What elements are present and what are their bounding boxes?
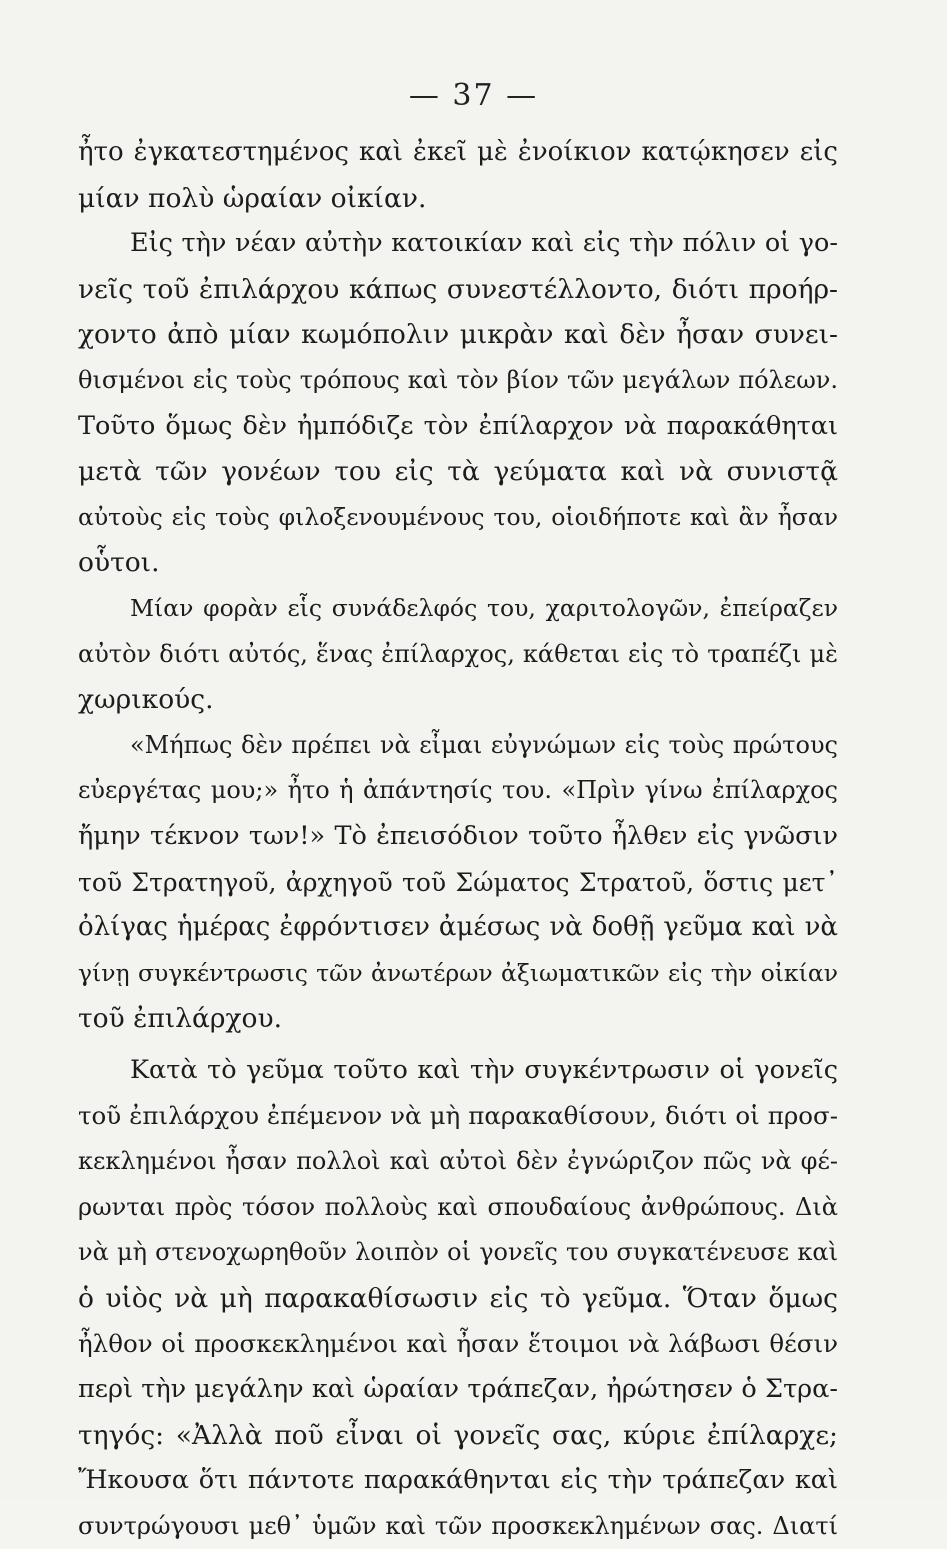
page-number: — 37 — — [408, 78, 539, 113]
text-line: Μίαν φορὰν εἷς συνάδελφός του, χαριτολογῶν, ἐπείραζεν — [130, 593, 838, 622]
text-line: Κατὰ τὸ γεῦμα τοῦτο καὶ τὴν συγκέντρωσιν οἱ γονεῖς — [130, 1054, 838, 1085]
text-line: αὐτὸν διότι αὐτός, ἕνας ἐπίλαρχος, κάθεται εἰς τὸ τραπέζι μὲ — [78, 639, 838, 668]
text-line: μίαν πολὺ ὡραίαν οἰκίαν. — [78, 182, 427, 214]
text-line: ρωνται πρὸς τόσον πολλοὺς καὶ σπουδαίους ἀνθρώπους. Διὰ — [78, 1192, 838, 1221]
text-line: εὐεργέτας μου;» ἦτο ἡ ἀπάντησίς του. «Πρὶν γίνω ἐπίλαρχος — [78, 776, 838, 805]
text-line: ἦτο ἐγκατεστημένος καὶ ἐκεῖ μὲ ἐνοίκιον κατῴκησεν εἰς — [78, 137, 838, 167]
text-line: γίνῃ συγκέντρωσις τῶν ἀνωτέρων ἀξιωματικῶν εἰς τὴν οἰκίαν — [78, 958, 838, 987]
text-line: Εἰς τὴν νέαν αὐτὴν κατοικίαν καὶ εἰς τὴν πόλιν οἱ γο- — [130, 228, 838, 259]
text-line: οὗτοι. — [78, 547, 160, 579]
text-line: Ἤκουσα ὅτι πάντοτε παρακάθηνται εἰς τὴν τράπεζαν καὶ — [78, 1465, 838, 1496]
text-line: «Μήπως δὲν πρέπει νὰ εἶμαι εὐγνώμων εἰς τοὺς πρώτους — [130, 730, 838, 759]
text-line: χοντο ἀπὸ μίαν κωμόπολιν μικρὰν καὶ δὲν ἦσαν συνει- — [78, 319, 838, 351]
text-line: τοῦ Στρατηγοῦ, ἀρχηγοῦ τοῦ Σώματος Στρατοῦ, ὅστις μετ᾽ — [78, 867, 838, 897]
text-line: μετὰ τῶν γονέων του εἰς τὰ γεύματα καὶ νὰ συνιστᾷ — [78, 456, 838, 488]
text-line: ὁ υἱὸς νὰ μὴ παρακαθίσωσιν εἰς τὸ γεῦμα. Ὅταν ὅμως — [78, 1282, 838, 1314]
text-line: αὐτοὺς εἰς τοὺς φιλοξενουμένους του, οἱοιδήποτε καὶ ἂν ἦσαν — [78, 502, 838, 531]
text-line: τοῦ ἐπιλάρχου. — [78, 1003, 282, 1035]
text-line: νὰ μὴ στενοχωρηθοῦν λοιπὸν οἱ γονεῖς του συγκατένευσε καὶ — [78, 1238, 838, 1267]
body-text — [78, 130, 838, 1549]
text-line: συντρώγουσι μεθ᾽ ὑμῶν καὶ τῶν προσκεκλημένων σας. Διατί — [78, 1511, 838, 1540]
text-line: Τοῦτο ὅμως δὲν ἠμπόδιζε τὸν ἐπίλαρχον νὰ παρακάθηται — [78, 410, 838, 441]
text-line: νεῖς τοῦ ἐπιλάρχου κάπως συνεστέλλοντο, διότι προήρ- — [78, 273, 838, 305]
text-line: χωρικούς. — [78, 684, 214, 716]
text-line: θισμένοι εἰς τοὺς τρόπους καὶ τὸν βίον τῶν μεγάλων πόλεων. — [78, 365, 838, 394]
text-line: ὀλίγας ἡμέρας ἐφρόντισεν ἀμέσως νὰ δοθῇ γεῦμα καὶ νὰ — [78, 912, 838, 943]
text-line: ἦλθον οἱ προσκεκλημένοι καὶ ἦσαν ἕτοιμοι νὰ λάβωσι θέσιν — [78, 1329, 838, 1359]
text-line: τοῦ ἐπιλάρχου ἐπέμενον νὰ μὴ παρακαθίσουν, διότι οἱ προσ- — [78, 1101, 838, 1131]
text-line: ἤμην τέκνον των!» Τὸ ἐπεισόδιον τοῦτο ἦλθεν εἰς γνῶσιν — [78, 820, 838, 851]
text-line: τηγός: «Ἀλλὰ ποῦ εἶναι οἱ γονεῖς σας, κύριε ἐπίλαρχε; — [78, 1419, 838, 1451]
text-line: κεκλημένοι ἦσαν πολλοὶ καὶ αὐτοὶ δὲν ἐγνώριζον πῶς νὰ φέ- — [78, 1147, 838, 1176]
text-line: περὶ τὴν μεγάλην καὶ ὡραίαν τράπεζαν, ἠρώτησεν ὁ Στρα- — [78, 1374, 838, 1405]
